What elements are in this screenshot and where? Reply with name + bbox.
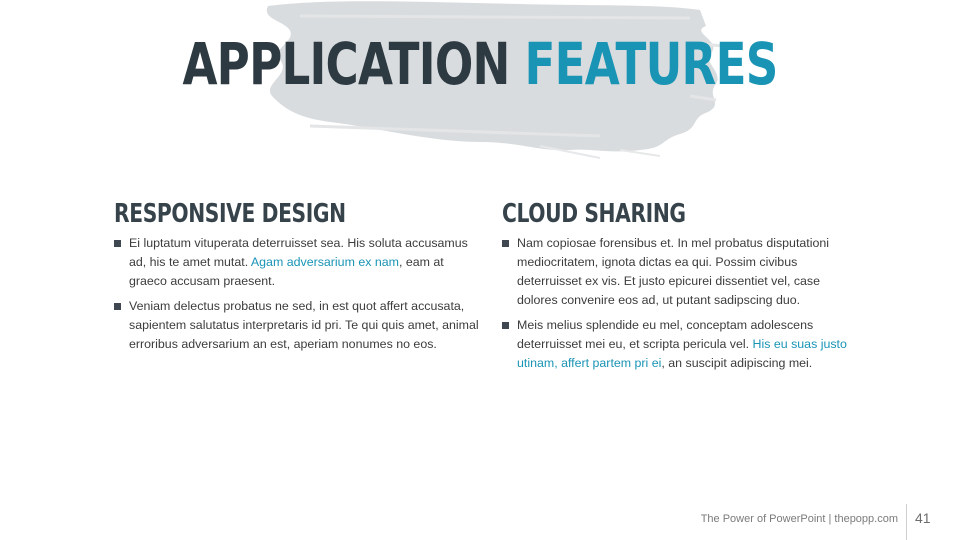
bullet-text: Veniam delectus probatus ne sed, in est quot affert accusata, sapientem salutatus interpretaris id pri. Te qui quis amet, animal erroribus adversarium an est, aperiam nonumes no eos. <box>129 299 479 351</box>
bullet-item <box>502 316 847 373</box>
bullet-link[interactable]: Agam adversarium ex nam <box>250 255 399 269</box>
title-word-features: FEATURES <box>524 30 778 98</box>
bullet-text-after: , an suscipit adipiscing mei. <box>661 356 813 370</box>
footer-divider <box>906 504 907 540</box>
column-cloud-sharing <box>502 196 847 379</box>
bullet-item <box>502 234 847 310</box>
bullet-item <box>114 234 484 291</box>
bullet-item <box>114 297 484 354</box>
title-word-application: APPLICATION <box>182 30 510 98</box>
page-number: 41 <box>915 510 931 526</box>
bullet-text: Meis melius splendide eu mel, conceptam adolescens deterruisset mei eu, et scripta pericula vel. <box>517 318 814 351</box>
column-responsive-design <box>114 196 484 360</box>
bullet-text-after: , eam at graeco accusam praesent. <box>129 255 444 288</box>
bullet-text: Nam copiosae forensibus et. In mel probatus disputationi mediocritatem, ignota dictas ea qui. Possim civibus deterruisset ex vis. Et justo epicurei dissentiet vel, case dolores convenire eos ad, ut putant sadipscing duo. <box>517 236 830 307</box>
bullet-list <box>114 234 484 354</box>
bullet-text: Ei luptatum vituperata deterruisset sea. His soluta accusamus ad, his te amet mutat. <box>129 236 468 269</box>
column-heading: CLOUD SHARING <box>502 199 686 229</box>
bullet-link[interactable]: His eu suas justo utinam, affert partem pri ei <box>517 337 847 370</box>
slide-title <box>106 24 855 104</box>
column-heading: RESPONSIVE DESIGN <box>114 199 346 229</box>
footer-credit: The Power of PowerPoint | thepopp.com <box>700 513 898 525</box>
bullet-list <box>502 234 847 373</box>
